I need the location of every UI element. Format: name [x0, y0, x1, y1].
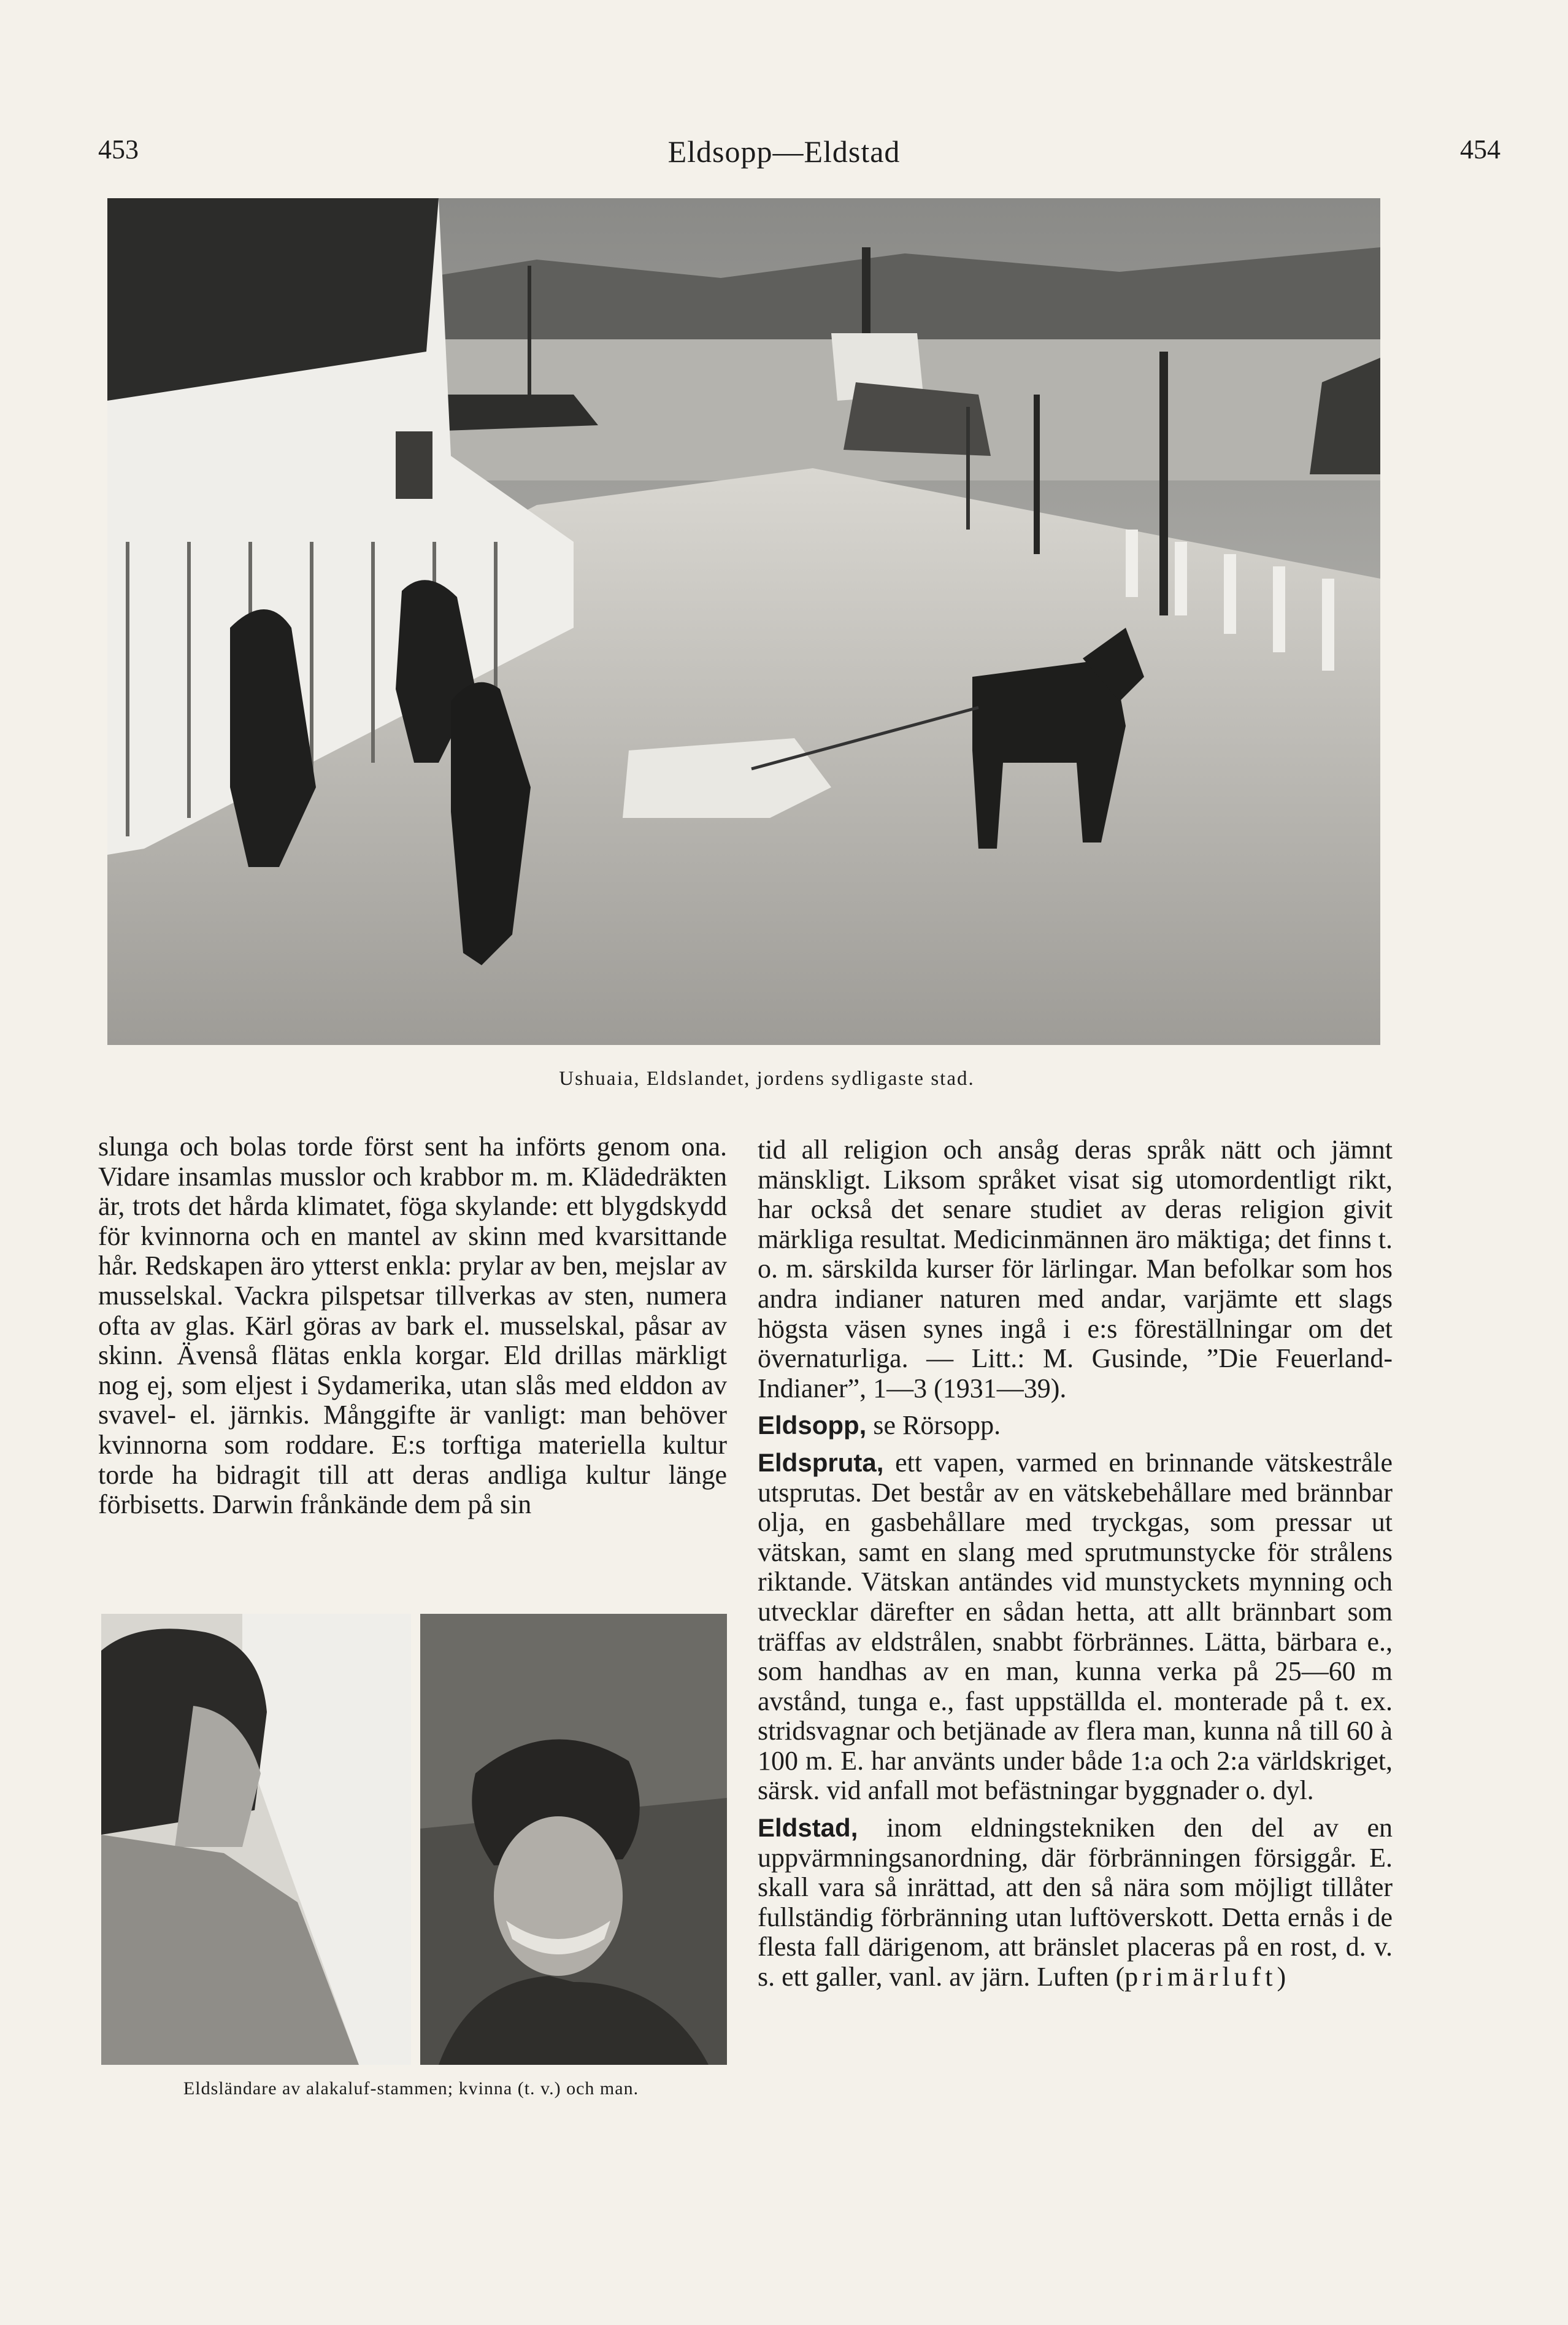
- man-portrait-photo: [420, 1614, 727, 2065]
- eldstad-spaced-term: primärluft: [1124, 1962, 1277, 1992]
- term-eldsopp: Eldsopp,: [758, 1411, 867, 1440]
- eldstad-text: inom eldningstekniken den del av en uppvärmningsanordning, där förbränningen försiggår. E. skall vara så inrättad, att den så nära som möjligt tillåter fullständig förbränning utan luftöverskott. Detta ernås i de flesta fall därigenom, att bränslet placeras på en rost, d. v. s. ett galler, vanl. av järn. Luften (: [758, 1813, 1393, 1992]
- ushuaia-photo: [107, 198, 1380, 1045]
- eldsopp-text: se Rörsopp.: [866, 1410, 1001, 1441]
- term-eldstad: Eldstad,: [758, 1813, 858, 1843]
- eldstad-end: ): [1277, 1962, 1286, 1992]
- page-number-left: 453: [98, 134, 139, 164]
- entry-eldspruta: [758, 1448, 1393, 1806]
- eldspruta-text: ett vapen, varmed en brinnande vätskestråle utsprutas. Det består av en vätskebehållare med brännbar olja, en gasbehållare med tryckgas, som pressar ut vätskan, samt en slang med sprutmunstycke för strålens riktande. Vätskan antändes vid munstyckets mynning och utvecklar därefter en sådan hetta, att allt brännbart som träffas av eldstrålen, snabbt förbrännes. Lätta, bärbara e., som handhas av en man, kunna verka på 25—60 m avstånd, tunga e., fast uppställda el. monterade på t. ex. stridsvagnar och betjänade av flera man, kunna nå till 60 à 100 m. E. har använts under både 1:a och 2:a världskriget, särsk. vid anfall mot befästningar byggnader o. dyl.: [758, 1447, 1393, 1806]
- left-column-text: slunga och bolas torde först sent ha införts genom ona. Vidare insamlas musslor och krabbor m. m. Klädedräkten är, trots det hårda klimatet, föga skylande: ett blygdskydd för kvinnorna och en mantel av skinn med kvarsittande hår. Redskapen äro ytterst enkla: prylar av ben, mejslar av musselskal. Vackra pilspetsar tillverkas av sten, numera ofta av glas. Kärl göras av bark el. musselskal, påsar av skinn. Ävenså flätas enkla korgar. Eld drillas märkligt nog ej, som eljest i Sydamerika, utan slås med elddon av svavel- el. järnkis. Månggifte är vanligt: man behöver kvinnorna som roddare. E:s torftiga materiella kultur torde ha bidragit till att deras andliga kultur länge förbisetts. Darwin frånkände dem på sin: [98, 1132, 727, 1520]
- page-number-right: 454: [1460, 134, 1501, 164]
- entry-eldstad: [758, 1813, 1393, 1992]
- top-photo-caption: Ushuaia, Eldslandet, jordens sydligaste stad.: [559, 1068, 975, 1090]
- term-eldspruta: Eldspruta,: [758, 1448, 884, 1477]
- woman-portrait-photo: [101, 1614, 411, 2065]
- entry-continuation: tid all religion och ansåg deras språk nätt och jämnt mänskligt. Liksom språket visat sig utomordentligt rikt, har också det senare studiet av deras religion givit märkliga resultat. Medicinmännen äro mäktiga; det finns t. o. m. särskilda kurser för lärlingar. Man befolkar som hos andra indianer naturen med andar, varjämte ett slags högsta väsen synes ingå i e:s föreställningar om det övernaturliga. — Litt.: M. Gusinde, ”Die Feuerland-Indianer”, 1—3 (1931—39).: [758, 1135, 1393, 1403]
- bottom-photos-caption: Eldsländare av alakaluf-stammen; kvinna (t. v.) och man.: [183, 2078, 639, 2099]
- right-column-text: [758, 1135, 1393, 1992]
- running-head: Eldsopp—Eldstad: [667, 134, 901, 169]
- entry-eldsopp: [758, 1411, 1393, 1441]
